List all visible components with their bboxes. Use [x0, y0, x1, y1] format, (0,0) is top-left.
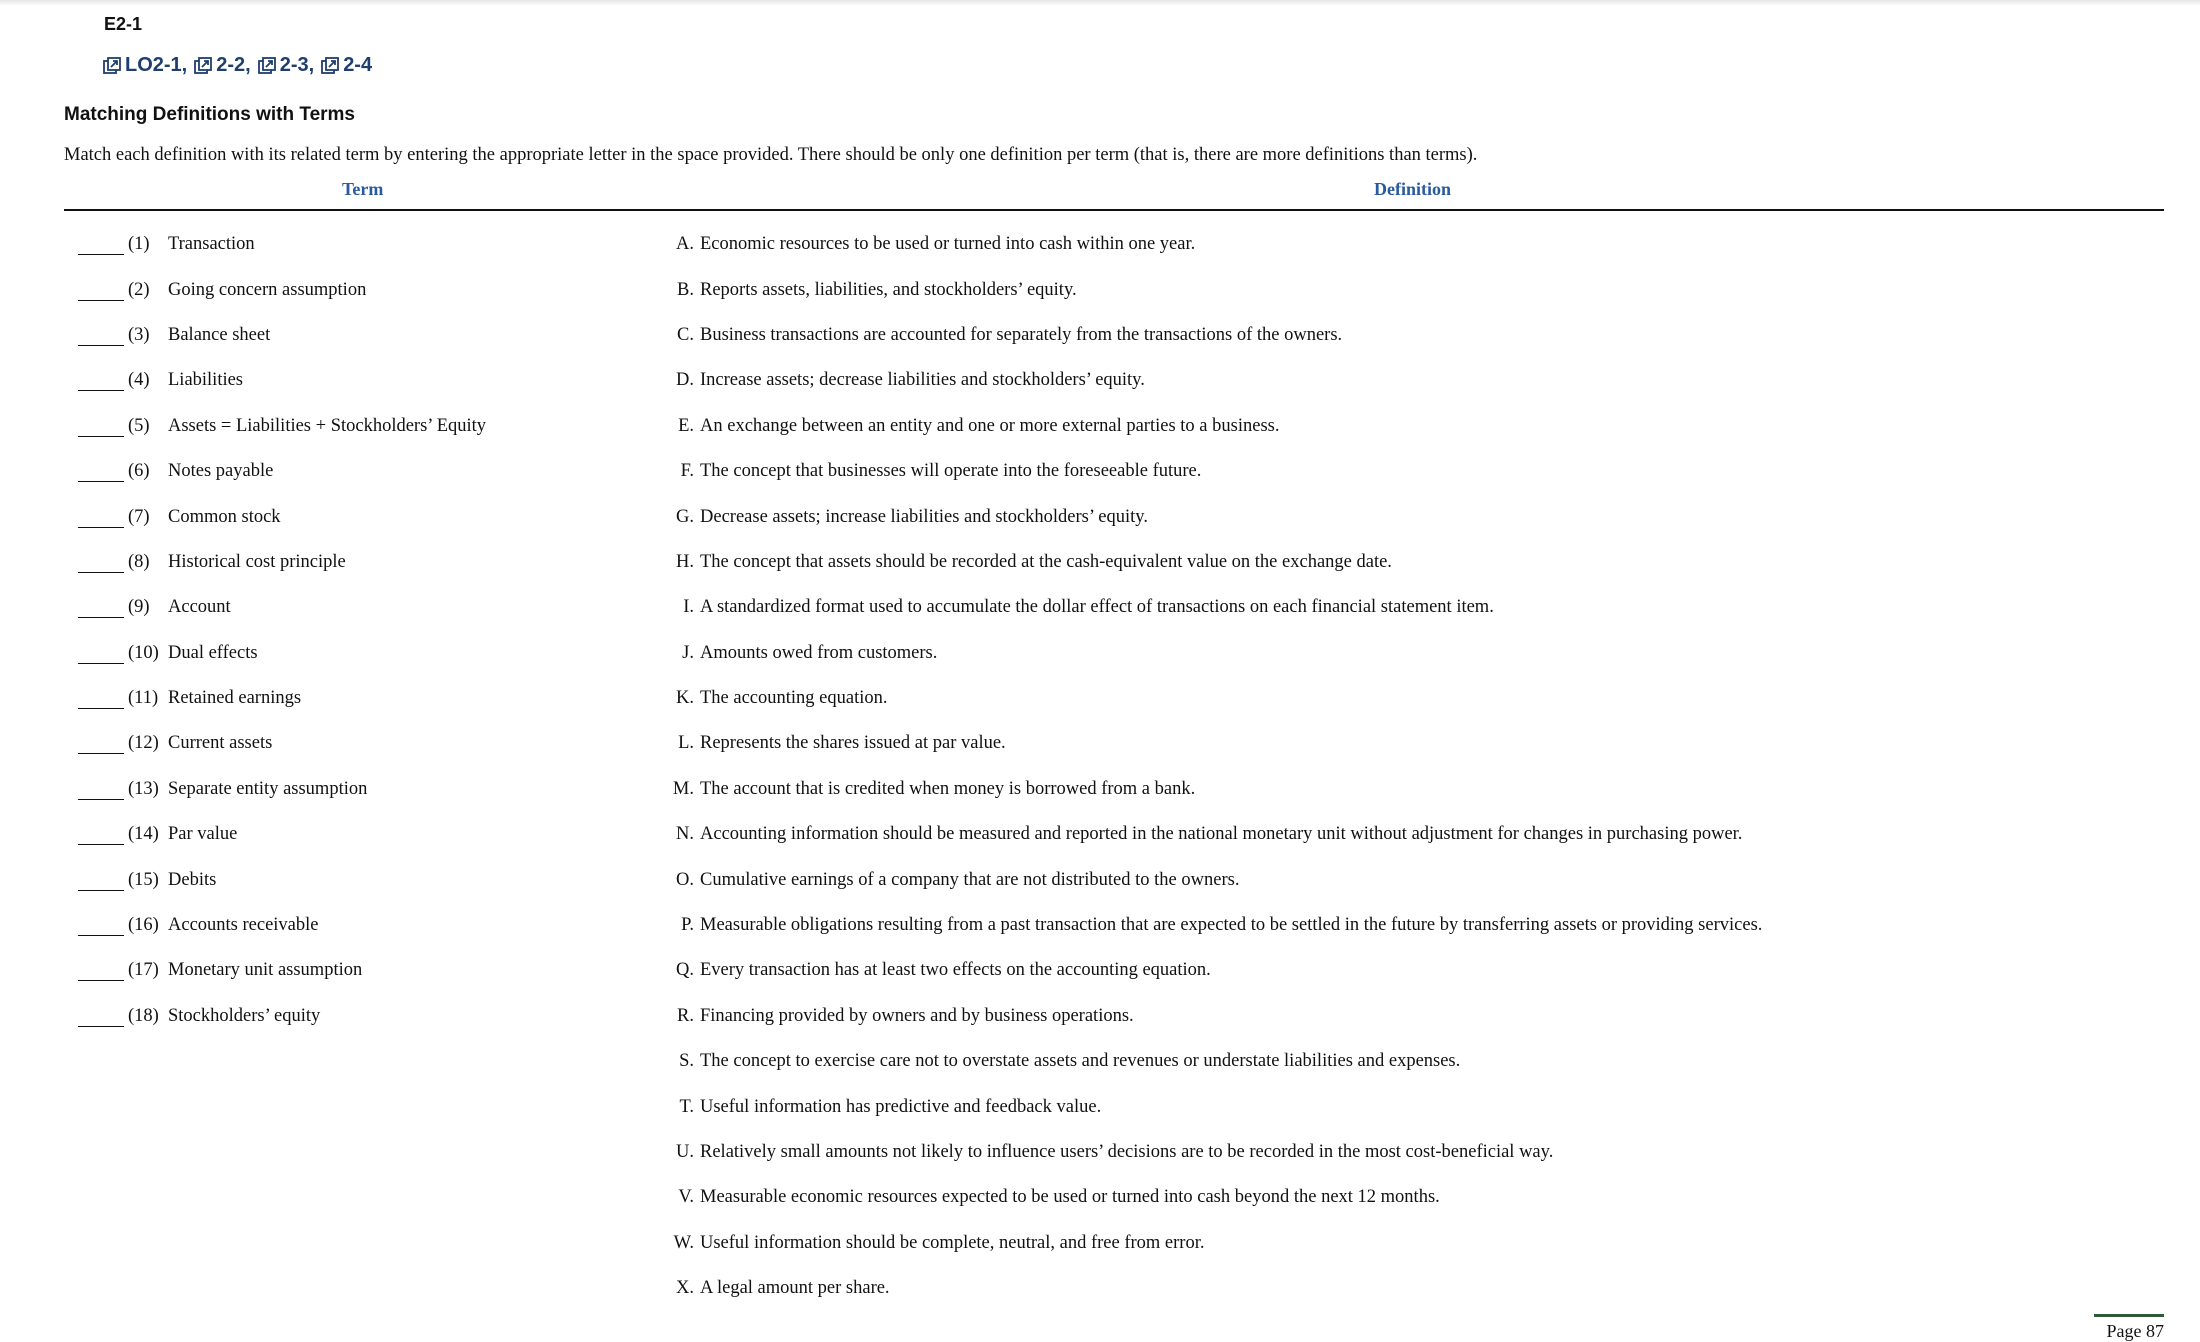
instructions: Match each definition with its related term by entering the appropriate letter in the space provided. There should be only one definition per term (that is, there are more definitions than terms). [64, 145, 1478, 165]
definition-letter: S. [679, 1051, 694, 1072]
term-number: (11) [128, 688, 159, 709]
answer-blank[interactable] [78, 597, 124, 618]
definition-letter: M. [672, 778, 694, 799]
answer-blank[interactable] [78, 779, 124, 800]
term-label: Assets = Liabilities + Stockholders’ Equity [168, 415, 487, 436]
term-row [78, 358, 486, 403]
term-row [78, 494, 486, 539]
learning-objective-label: 2-2, [216, 54, 251, 76]
definition-text: The concept that assets should be recorded at the cash-equivalent value on the exchange date. [700, 551, 1392, 572]
definition-text: Relatively small amounts not likely to influence users’ decisions are to be recorded in the most cost-beneficial way. [700, 1142, 1554, 1162]
answer-blank[interactable] [78, 688, 124, 709]
term-number: (14) [128, 824, 159, 845]
term-label: Account [168, 597, 231, 618]
term-row [78, 313, 486, 358]
definition-text: Amounts owed from customers. [700, 642, 938, 663]
term-number: (7) [128, 506, 150, 527]
definition-row [660, 1039, 1762, 1084]
answer-blank[interactable] [78, 280, 124, 301]
term-label: Par value [168, 824, 238, 845]
term-label: Monetary unit assumption [168, 960, 363, 981]
term-label: Accounts receivable [168, 915, 319, 936]
definition-row [660, 358, 1762, 403]
top-shadow [0, 0, 2200, 6]
definition-list [660, 222, 1762, 1311]
term-label: Balance sheet [168, 324, 271, 345]
term-row [78, 857, 486, 902]
definition-letter: O. [676, 869, 694, 890]
page-number: Page 87 [2094, 1314, 2164, 1342]
exercise-number: E2-1 [104, 14, 143, 34]
learning-objective-label: 2-4 [343, 54, 373, 76]
definition-row [660, 1130, 1762, 1175]
definition-text: Increase assets; decrease liabilities and stockholders’ equity. [700, 370, 1145, 391]
section-title: Matching Definitions with Terms [64, 104, 355, 125]
definition-row [660, 449, 1762, 494]
definition-letter: L. [678, 733, 694, 754]
answer-blank[interactable] [78, 915, 124, 936]
definition-text: An exchange between an entity and one or more external parties to a business. [700, 415, 1280, 436]
definition-text: Reports assets, liabilities, and stockholders’ equity. [700, 279, 1077, 300]
term-label: Liabilities [168, 370, 244, 391]
definition-row [660, 540, 1762, 585]
definition-letter: G. [676, 506, 694, 527]
term-label: Going concern assumption [168, 279, 367, 300]
definition-text: Business transactions are accounted for separately from the transactions of the owners. [700, 324, 1343, 345]
definition-row [660, 812, 1762, 857]
answer-blank[interactable] [78, 824, 124, 845]
term-row [78, 585, 486, 630]
term-number: (13) [128, 778, 159, 799]
term-label: Common stock [168, 506, 281, 527]
definition-text: The concept to exercise care not to overstate assets and revenues or understate liabilities and expenses. [700, 1051, 1461, 1072]
term-number: (17) [128, 960, 159, 981]
definition-row [660, 1175, 1762, 1220]
term-number: (18) [128, 1005, 159, 1026]
term-number: (4) [128, 370, 150, 391]
learning-objective-link-1[interactable] [102, 54, 187, 77]
definition-row [660, 267, 1762, 312]
definition-text: Accounting information should be measured and reported in the national monetary unit without adjustment for changes in purchasing power. [700, 824, 1743, 845]
answer-blank[interactable] [78, 461, 124, 482]
answer-blank[interactable] [78, 552, 124, 573]
definition-text: A legal amount per share. [700, 1278, 890, 1299]
definition-letter: B. [677, 279, 694, 300]
term-row [78, 903, 486, 948]
definition-row [660, 222, 1762, 267]
term-row [78, 948, 486, 993]
term-number: (16) [128, 915, 159, 936]
definition-row [660, 585, 1762, 630]
term-label: Stockholders’ equity [168, 1005, 321, 1026]
definition-letter: R. [677, 1005, 694, 1026]
definition-letter: K. [676, 688, 694, 709]
term-row [78, 676, 486, 721]
term-label: Debits [168, 869, 217, 890]
column-header-definition: Definition [1374, 179, 1452, 199]
term-row [78, 404, 486, 449]
definition-letter: H. [676, 551, 694, 572]
answer-blank[interactable] [78, 325, 124, 346]
term-label: Retained earnings [168, 688, 302, 709]
definition-text: Economic resources to be used or turned into cash within one year. [700, 234, 1196, 255]
definition-letter: W. [673, 1232, 694, 1253]
definition-letter: J. [682, 642, 694, 663]
definition-row [660, 903, 1762, 948]
definition-letter: D. [676, 370, 694, 391]
definition-letter: E. [678, 415, 694, 436]
term-number: (2) [128, 279, 150, 300]
term-number: (8) [128, 551, 150, 572]
definition-row [660, 631, 1762, 676]
definition-letter: Q. [676, 960, 694, 981]
definition-letter: I. [683, 597, 694, 618]
term-label: Current assets [168, 733, 273, 754]
external-link-icon [193, 56, 213, 76]
definition-text: Useful information should be complete, neutral, and free from error. [700, 1232, 1205, 1253]
column-header-term: Term [342, 179, 384, 199]
term-label: Separate entity assumption [168, 778, 368, 799]
header-rule [64, 209, 2164, 211]
definition-letter: T. [679, 1096, 694, 1117]
term-row [78, 222, 486, 267]
definition-row [660, 676, 1762, 721]
definition-letter: V. [678, 1187, 694, 1208]
term-number: (10) [128, 642, 159, 663]
definition-row [660, 767, 1762, 812]
answer-blank[interactable] [78, 370, 124, 391]
external-link-icon [320, 56, 340, 76]
definition-text: The concept that businesses will operate into the foreseeable future. [700, 461, 1202, 482]
term-row [78, 812, 486, 857]
external-link-icon [102, 56, 122, 76]
term-label: Notes payable [168, 461, 274, 482]
learning-objectives [102, 54, 378, 77]
term-number: (3) [128, 324, 150, 345]
answer-blank[interactable] [78, 960, 124, 981]
term-row [78, 267, 486, 312]
answer-blank[interactable] [78, 733, 124, 754]
learning-objective-label: 2-3, [279, 54, 315, 76]
definition-letter: U. [676, 1142, 694, 1162]
answer-blank[interactable] [78, 643, 124, 664]
definition-text: Cumulative earnings of a company that are not distributed to the owners. [700, 869, 1240, 890]
answer-blank[interactable] [78, 234, 124, 255]
answer-blank[interactable] [78, 870, 124, 891]
definition-text: Decrease assets; increase liabilities and stockholders’ equity. [700, 506, 1148, 527]
term-row [78, 449, 486, 494]
definition-row [660, 494, 1762, 539]
definition-letter: F. [680, 461, 694, 482]
definition-row [660, 313, 1762, 358]
definition-letter: C. [677, 324, 694, 345]
definition-row [660, 948, 1762, 993]
learning-objective-link-3[interactable] [257, 54, 314, 77]
answer-blank[interactable] [78, 416, 124, 437]
definition-text: Every transaction has at least two effects on the accounting equation. [700, 960, 1211, 981]
definition-text: Measurable obligations resulting from a past transaction that are expected to be settled in the future by transferring assets or providing services. [700, 915, 1763, 936]
term-label: Dual effects [168, 642, 258, 663]
definition-letter: N. [676, 824, 694, 845]
term-number: (1) [128, 234, 150, 255]
term-number: (5) [128, 415, 150, 436]
term-label: Transaction [168, 234, 255, 255]
answer-blank[interactable] [78, 507, 124, 528]
external-link-icon [257, 56, 277, 76]
definition-row [660, 721, 1762, 766]
definition-row [660, 404, 1762, 449]
definition-letter: P. [681, 915, 694, 936]
definition-text: Measurable economic resources expected to be used or turned into cash beyond the next 12 months. [700, 1187, 1440, 1208]
definition-text: A standardized format used to accumulate the dollar effect of transactions on each financial statement item. [700, 597, 1494, 618]
term-row [78, 631, 486, 676]
definition-text: Financing provided by owners and by business operations. [700, 1005, 1134, 1026]
term-number: (9) [128, 597, 150, 618]
term-list [78, 222, 486, 1039]
definition-row [660, 1084, 1762, 1129]
learning-objective-link-4[interactable] [320, 54, 372, 77]
term-number: (6) [128, 461, 150, 482]
answer-blank[interactable] [78, 1006, 124, 1027]
term-row [78, 540, 486, 585]
term-number: (12) [128, 733, 159, 754]
definition-row [660, 857, 1762, 902]
definition-text: Represents the shares issued at par value. [700, 733, 1006, 754]
learning-objective-label: LO2-1, [125, 54, 188, 76]
term-row [78, 767, 486, 812]
term-number: (15) [128, 869, 159, 890]
definition-text: The account that is credited when money is borrowed from a bank. [700, 778, 1196, 799]
definition-letter: X. [676, 1278, 694, 1299]
learning-objective-link-2[interactable] [193, 54, 250, 77]
term-label: Historical cost principle [168, 551, 346, 572]
definition-row [660, 1266, 1762, 1311]
term-row [78, 994, 486, 1039]
definition-text: Useful information has predictive and feedback value. [700, 1096, 1102, 1117]
definition-row [660, 1221, 1762, 1266]
definition-text: The accounting equation. [700, 688, 888, 709]
definition-letter: A. [676, 234, 694, 255]
definition-row [660, 994, 1762, 1039]
term-row [78, 721, 486, 766]
